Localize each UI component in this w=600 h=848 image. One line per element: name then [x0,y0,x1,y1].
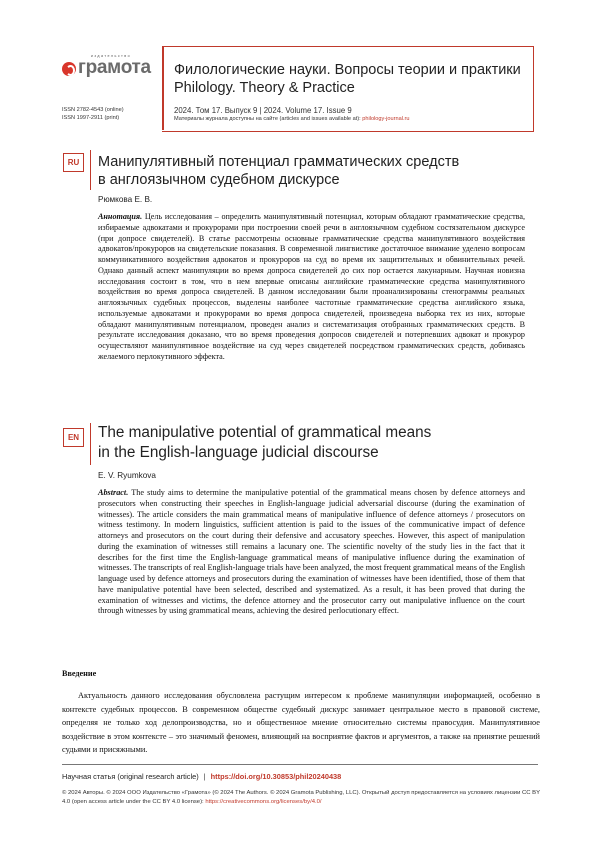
title-ru-line-1: Манипулятивный потенциал грамматических средств [98,154,460,170]
abstract-ru [98,212,525,363]
abstract-en-text: The study aims to determine the manipulative potential of the grammatical means chosen by defence attorneys and prosecutors when constructing their speeches in English-language judicial adversarial discourse (during the examination of witnesses). The article considers the main grammatical means of manipulative influence of defence attorneys / prosecutors on witness testimony. In modern linguistics, sufficient attention is paid to the issues of the communicative impact of defence attorneys and prosecutors on the court during their defensive and accusatory speeches. However, this aspect of manipulation during the examination of witnesses still remains a lacunary one. The scientific novelty of the study lies in the fact that it describes for the first time the English-language grammatical means of manipulative influence during the examination of witnesses. The transcripts of real English-language trials have been analyzed, the most frequent grammatical means of the English language used by defence attorneys and prosecutors during the examination of witnesses have been identified, those of them that have manipulative potential have been selected, described and systematized. As a result, it has been proved that during the examination of witnesses and victims, the defence attorney and the prosecutor carry out manipulative influence on the court through witnesses by using grammatical means, achieving the desired perlocutionary effect. [98,488,525,616]
issue-info: 2024. Том 17. Выпуск 9 | 2024. Volume 17. Issue 9 [174,106,352,115]
intro-paragraph: Актуальность данного исследования обусловлена растущим интересом к проблеме манипуляции информацией, особенно в контексте судебных процессов. В современном обществе судебный дискурс занимает центральное место в правовой системе, определяя не только ход делопроизводства, но и общественное мнение относительно системы правосудия. Манипулятивное воздействие в этом контексте – это значимый феномен, влияющий на восприятие фактов и аргументов, а также на принятие решений судьями и присяжными. [62,691,540,754]
language-badge-ru: RU [63,153,84,172]
abstract-ru-label: Аннотация. [98,212,143,221]
article-reference [62,772,341,781]
article-title-ru [98,153,518,189]
license-note [62,789,540,807]
issn-print: ISSN 1997-2911 (print) [62,115,120,121]
license-link[interactable]: https://creativecommons.org/licenses/by/4.0/ [205,799,322,805]
reference-separator: | [203,772,206,781]
publisher-logo-text: грамота [78,57,151,78]
license-text: © 2024 Авторы. © 2024 ООО Издательство «Грамота» (© 2024 The Authors. © 2024 Gramota Publishing, LLC). Открытый доступ предоставляется на условиях лицензии CC BY 4.0 (open access article under the CC BY 4.0 license): [62,790,540,805]
language-badge-en: EN [63,428,84,447]
publisher-tagline: издательство [90,54,132,58]
abstract-ru-text: Цель исследования – определить манипулятивный потенциал, которым обладают грамматические средства, избираемые адвокатами и прокурорами при построении своей речи в англоязычном судебном состязательном дискурсе (при допросе свидетелей). В статье рассмотрены основные грамматические средства манипулятивного воздействия адвокатов/прокуроров на свидетельские показания. В современной лингвистике достаточное внимание уделено вопросам коммуникативного воздействия адвокатов и прокуроров на суд во время их защитительных и обвинительных речей. Однако данный аспект манипуляции во время допроса свидетелей до сих пор остается лакунарным. Научная новизна исследования состоит в том, что в нем впервые описаны английские грамматические средства манипулятивного воздействия во время допроса свидетелей. В данном исследовании были проанализированы стенограммы реальных англоязычных судебных процессов, выделены наиболее частотные грамматические средства английского языка, используемые адвокатами и прокурорами во время допроса свидетелей, произведена выборка тех из них, которые обладают манипулятивным потенциалом, проведен анализ и систематизация отобранных грамматических средств. В результате исследования доказано, что во время проведения допросов свидетелей и потерпевших адвокат и прокурор осуществляют манипулятивное воздействие на суд через свидетелей посредством грамматических средств, добиваясь желаемого перлокутивного эффекта. [98,212,525,361]
author-en: E. V. Ryumkova [98,471,156,480]
abstract-en-label: Abstract. [98,488,129,497]
footer-divider [62,764,538,765]
issn-online: ISSN 2782-4543 (online) [62,107,124,113]
title-ru-line-2: в англоязычном судебном дискурсе [98,172,340,188]
gramota-logo-icon [62,62,76,76]
title-en-line-2: in the English-language judicial discourse [98,443,379,461]
article-title-en [98,423,518,462]
journal-title-ru: Филологические науки. Вопросы теории и практики [174,62,521,78]
intro-heading: Введение [62,669,97,678]
article-type: Научная статья (original research article) [62,772,199,781]
availability-note [174,116,410,122]
availability-text: Материалы журнала доступны на сайте (articles and issues available at): [174,116,363,122]
abstract-en [98,488,525,617]
title-en-line-1: The manipulative potential of grammatical means [98,424,432,441]
author-ru: Рюмкова Е. В. [98,195,153,204]
ru-title-rule [90,150,91,190]
journal-title-en: Philology. Theory & Practice [174,80,355,96]
en-title-rule [90,423,91,465]
journal-site-link[interactable]: philology-journal.ru [362,116,410,122]
journal-header-divider [162,46,164,130]
doi-link[interactable]: https://doi.org/10.30853/phil20240438 [210,772,342,781]
